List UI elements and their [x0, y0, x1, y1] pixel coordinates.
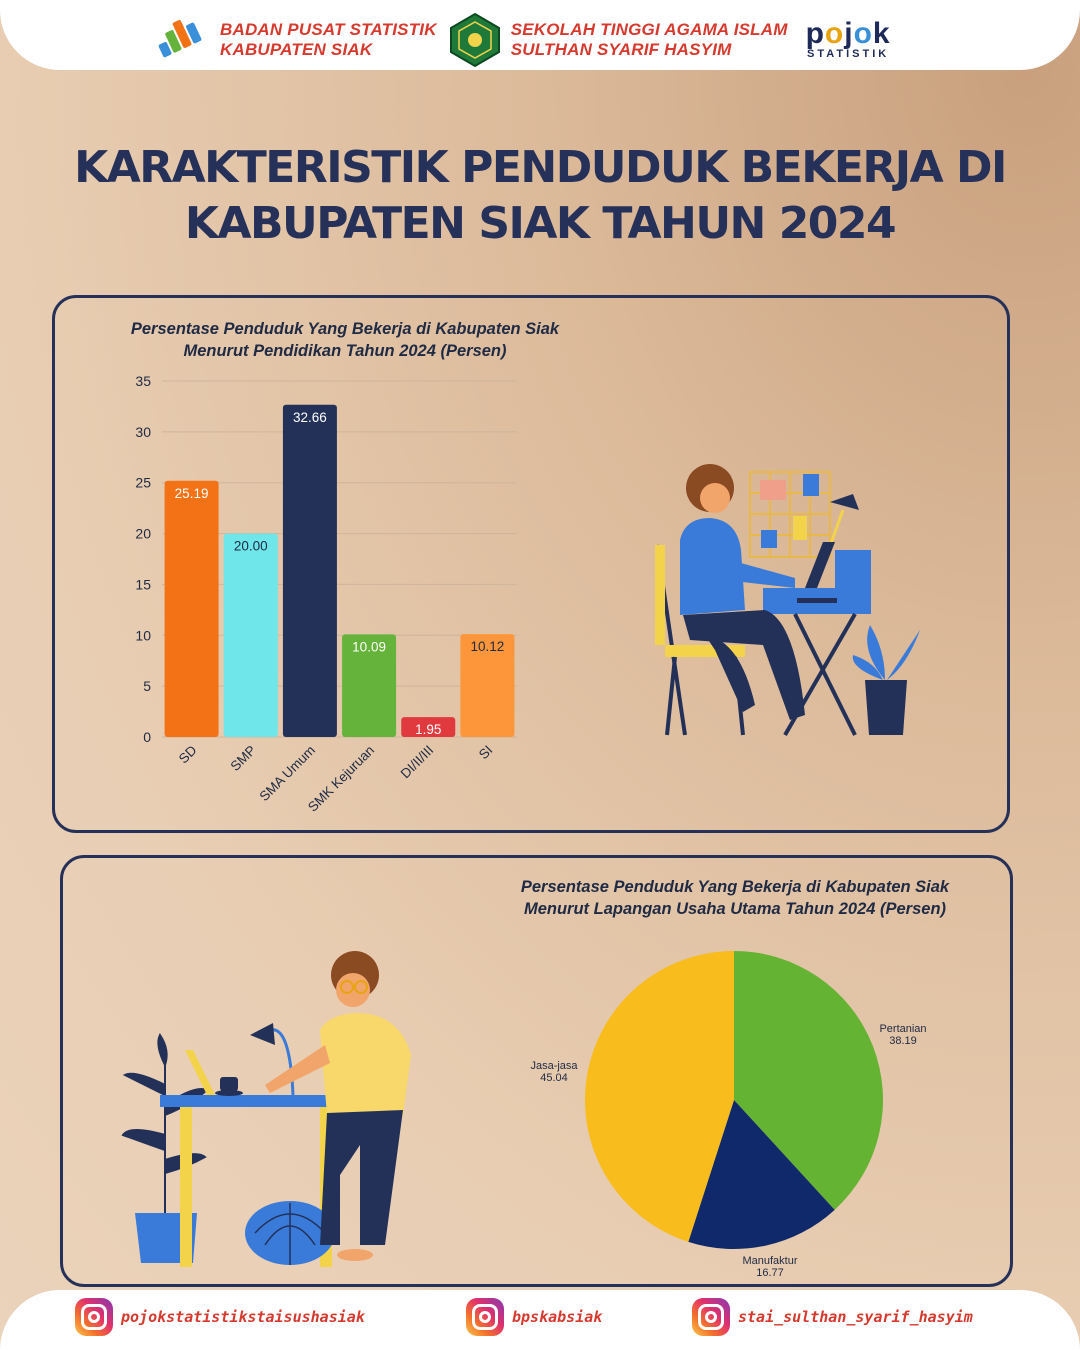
x-category-label: SMA Umum: [256, 742, 319, 805]
pie-slice-value: 38.19: [889, 1035, 917, 1047]
pie-slice-value: 45.04: [540, 1072, 568, 1084]
bar-value-label: 25.19: [174, 485, 209, 501]
bar-value-label: 10.12: [470, 639, 505, 655]
brand-sub: STATISTIK: [807, 48, 890, 60]
x-category-label: DI/II/III: [397, 742, 437, 782]
y-tick-label: 20: [135, 525, 151, 542]
y-tick-label: 0: [143, 729, 151, 745]
bar-value-label: 10.09: [352, 639, 386, 655]
pie-chart-title-line2: Menurut Lapangan Usaha Utama Tahun 2024 (Persen): [523, 900, 947, 918]
social-pojok[interactable]: [75, 1298, 365, 1336]
x-category-label: SD: [175, 742, 200, 767]
bar-value-label: 1.95: [415, 722, 442, 738]
y-tick-label: 15: [135, 576, 151, 593]
org2-line2: SULTHAN SYARIF HASYIM: [510, 40, 732, 59]
instagram-icon: [466, 1298, 504, 1336]
y-tick-label: 35: [135, 373, 151, 389]
org1-line1: BADAN PUSAT STATISTIK: [220, 20, 437, 39]
y-tick-label: 25: [135, 474, 151, 491]
x-category-label: SMK Kejuruan: [305, 742, 378, 815]
org2-line1: SEKOLAH TINGGI AGAMA ISLAM: [510, 20, 788, 39]
org1-line2: KABUPATEN SIAK: [220, 40, 373, 59]
social-handle-bps: bpskabsiak: [512, 1308, 603, 1326]
social-bps[interactable]: [466, 1298, 602, 1336]
social-handle-pojok: pojokstatistikstaisushasiak: [121, 1308, 365, 1326]
bar-value-label: 20.00: [233, 538, 268, 554]
social-stai[interactable]: [692, 1298, 973, 1336]
x-category-label: SI: [475, 742, 496, 763]
pie-slice-name: Pertanian: [879, 1023, 927, 1035]
y-tick-label: 30: [135, 423, 151, 440]
social-handle-stai: stai_sulthan_syarif_hasyim: [738, 1308, 973, 1326]
pie-slice-name: Jasa-jasa: [530, 1060, 578, 1072]
instagram-icon: [75, 1298, 113, 1336]
brand-word: pojok: [805, 17, 891, 50]
page-title-line2: KABUPATEN SIAK TAHUN 2024: [184, 198, 896, 249]
bar-value-label: 32.66: [293, 409, 327, 425]
instagram-icon: [692, 1298, 730, 1336]
pie-chart-title-line1: Persentase Penduduk Yang Bekerja di Kabupaten Siak: [520, 878, 950, 896]
x-category-label: SMP: [227, 742, 259, 774]
person-standing-desk-illustration: [115, 945, 435, 1275]
bar-chart-title-line1: Persentase Penduduk Yang Bekerja di Kabupaten Siak: [130, 320, 560, 338]
y-tick-label: 10: [135, 627, 151, 644]
y-tick-label: 5: [143, 678, 151, 695]
pie-slice-value: 16.77: [756, 1267, 784, 1279]
page-title-line1: KARAKTERISTIK PENDUDUK BEKERJA DI: [74, 142, 1006, 193]
pie-slice-name: Manufaktur: [742, 1255, 798, 1267]
bar-chart-title-line2: Menurut Pendidikan Tahun 2024 (Persen): [183, 342, 507, 360]
